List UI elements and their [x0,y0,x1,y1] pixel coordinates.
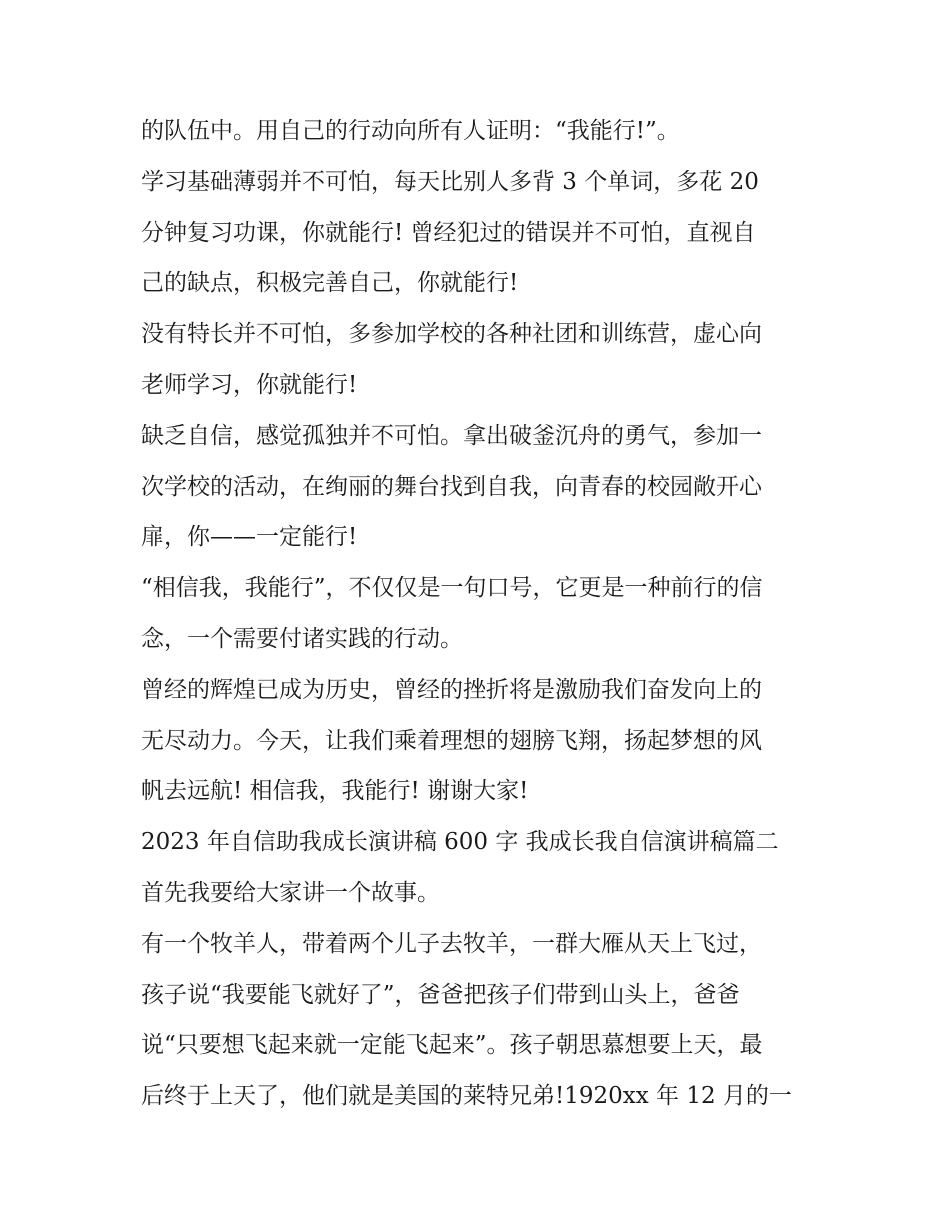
text-line: 分钟复习功课，你就能行! 曾经犯过的错误并不可怕，直视自 [141,219,756,246]
text-line: 孩子说“我要能飞就好了”，爸爸把孩子们带到山头上，爸爸 [141,981,740,1008]
text-line: 扉，你——一定能行! [141,524,358,551]
text-line: 无尽动力。今天，让我们乘着理想的翅膀飞翔，扬起梦想的风 [141,727,762,754]
text-line: 次学校的活动，在绚丽的舞台找到自我，向青春的校园敞开心 [141,473,762,500]
text-line: 缺乏自信，感觉孤独并不可怕。拿出破釜沉舟的勇气，参加一 [141,422,762,449]
text-line: 的队伍中。用自己的行动向所有人证明：“我能行!”。 [141,118,680,144]
text-line: 曾经的辉煌已成为历史，曾经的挫折将是激励我们奋发向上的 [141,676,762,703]
text-line: 说“只要想飞起来就一定能飞起来”。孩子朝思慕想要上天，最 [141,1032,763,1059]
text-line: 念，一个需要付诸实践的行动。 [141,625,463,652]
text-line: 有一个牧羊人，带着两个儿子去牧羊，一群大雁从天上飞过， [141,930,762,957]
text-line: 没有特长并不可怕，多参加学校的各种社团和训练营，虚心向 [141,321,762,348]
text-line: 后终于上天了，他们就是美国的莱特兄弟!1920xx 年 12 月的一 [141,1083,792,1110]
text-line: 首先我要给大家讲一个故事。 [141,879,440,906]
text-line: 己的缺点，积极完善自己，你就能行! [141,270,519,297]
text-line: 学习基础薄弱并不可怕，每天比别人多背 3 个单词，多花 20 [141,168,759,195]
text-line: 帆去远航! 相信我，我能行! 谢谢大家! [141,778,529,805]
section-heading: 2023 年自信助我成长演讲稿 600 字 我成长我自信演讲稿篇二 [141,829,779,856]
text-line: 老师学习，你就能行! [141,371,358,398]
speech-text [141,106,821,1122]
text-line: “相信我，我能行”，不仅仅是一句口号，它更是一种前行的信 [141,575,763,602]
